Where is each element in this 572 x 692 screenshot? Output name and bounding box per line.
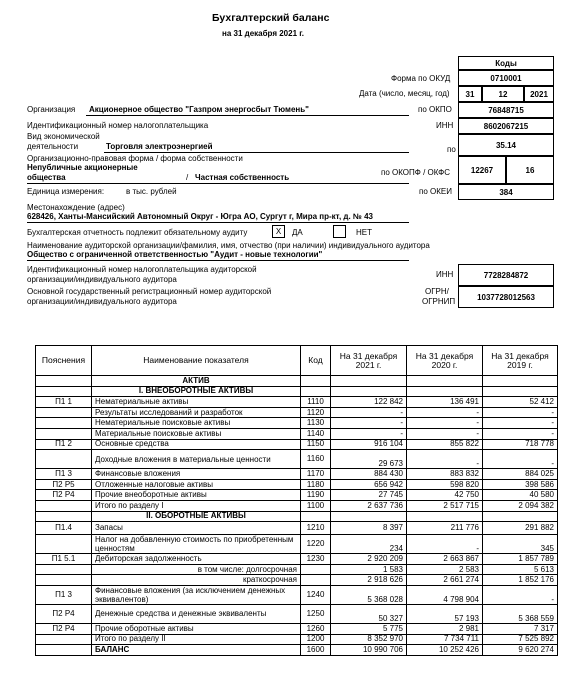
okpo-code: 76848715 <box>458 102 554 118</box>
value-2021-cell: 656 942 <box>331 479 407 490</box>
value-2021-cell: 5 368 028 <box>331 585 407 604</box>
codes-header: Коды <box>458 56 554 70</box>
opf-value-1: Непубличные акционерные <box>27 163 138 172</box>
table-row <box>36 376 558 387</box>
name-cell: Дебиторская задолженность <box>92 554 301 565</box>
value-2021-cell: 8 397 <box>331 522 407 535</box>
value-2020-cell: - <box>407 428 483 439</box>
value-2020-cell: 10 252 426 <box>407 645 483 656</box>
table-row <box>36 407 558 418</box>
notes-cell <box>36 376 92 387</box>
code-cell: 1150 <box>301 439 331 450</box>
value-2021-cell: - <box>331 418 407 429</box>
table-row <box>36 490 558 501</box>
okei-label: по ОКЕИ <box>419 187 452 196</box>
code-cell: 1230 <box>301 554 331 565</box>
value-2021-cell: - <box>331 407 407 418</box>
value-2019-cell: 345 <box>483 535 558 554</box>
code-cell <box>301 376 331 387</box>
notes-cell: П1 1 <box>36 397 92 408</box>
inn-code: 8602067215 <box>458 118 554 134</box>
okopf-label: по ОКОПФ / ОКФС <box>381 168 450 177</box>
value-2020-cell: 2 663 867 <box>407 554 483 565</box>
value-2021-cell: 2 920 209 <box>331 554 407 565</box>
audit-yes-label: ДА <box>292 228 303 237</box>
name-cell: I. ВНЕОБОРОТНЫЕ АКТИВЫ <box>92 386 301 397</box>
unit-value: в тыс. рублей <box>126 187 177 196</box>
value-2020-cell: 855 822 <box>407 439 483 450</box>
ogrn-label-1: ОГРН/ <box>425 287 449 296</box>
notes-cell <box>36 418 92 429</box>
value-2020-cell <box>407 376 483 387</box>
date-label: Дата (число, месяц, год) <box>359 89 450 98</box>
name-cell: Итого по разделу II <box>92 634 301 645</box>
value-2021-cell: 2 637 736 <box>331 500 407 511</box>
value-2021-cell: 5 775 <box>331 623 407 634</box>
audit-no-label: НЕТ <box>356 228 372 237</box>
notes-cell <box>36 386 92 397</box>
notes-cell: П1.4 <box>36 522 92 535</box>
col-header-indicator: Наименование показателя <box>92 346 301 376</box>
value-2019-cell: 1 857 789 <box>483 554 558 565</box>
code-cell: 1180 <box>301 479 331 490</box>
notes-cell <box>36 511 92 522</box>
opf-underline <box>27 183 409 184</box>
value-2019-cell: 884 025 <box>483 469 558 480</box>
notes-cell <box>36 428 92 439</box>
value-2019-cell: - <box>483 428 558 439</box>
name-cell: Налог на добавленную стоимость по приобретенным ценностям <box>92 535 301 554</box>
code-cell: 1100 <box>301 500 331 511</box>
value-2019-cell: 52 412 <box>483 397 558 408</box>
table-row <box>36 418 558 429</box>
value-2021-cell <box>331 386 407 397</box>
name-cell: Финансовые вложения (за исключением денежных эквивалентов) <box>92 585 301 604</box>
value-2020-cell: 2 583 <box>407 564 483 575</box>
value-2021-cell: 916 104 <box>331 439 407 450</box>
value-2020-cell: 57 193 <box>407 604 483 623</box>
auditor-label: Наименование аудиторской организации/фамилия, имя, отчество (при наличии) индивидуального аудитора <box>27 241 430 250</box>
value-2021-cell: 50 327 <box>331 604 407 623</box>
value-2020-cell: 211 776 <box>407 522 483 535</box>
notes-cell: П2 Р4 <box>36 490 92 501</box>
name-cell: II. ОБОРОТНЫЕ АКТИВЫ <box>92 511 301 522</box>
notes-cell: П2 Р4 <box>36 623 92 634</box>
name-cell: Прочие оборотные активы <box>92 623 301 634</box>
okved-label: по <box>447 145 456 154</box>
notes-cell <box>36 564 92 575</box>
value-2021-cell: 8 352 970 <box>331 634 407 645</box>
table-row <box>36 645 558 656</box>
okei-code: 384 <box>458 184 554 200</box>
table-row <box>36 439 558 450</box>
table-row <box>36 585 558 604</box>
code-cell <box>301 564 331 575</box>
code-cell: 1140 <box>301 428 331 439</box>
value-2019-cell: - <box>483 450 558 469</box>
value-2019-cell: 5 368 559 <box>483 604 558 623</box>
activity-label-2: деятельности <box>27 142 79 151</box>
table-row <box>36 397 558 408</box>
name-cell: Итого по разделу I <box>92 500 301 511</box>
value-2019-cell: 9 620 274 <box>483 645 558 656</box>
auditor-inn-text-2: организации/индивидуального аудитора <box>27 275 177 284</box>
opf-label: Организационно-правовая форма / форма собственности <box>27 154 243 163</box>
code-cell: 1130 <box>301 418 331 429</box>
table-row <box>36 500 558 511</box>
name-cell: Нематериальные поисковые активы <box>92 418 301 429</box>
notes-cell: П1 3 <box>36 469 92 480</box>
code-cell: 1120 <box>301 407 331 418</box>
value-2020-cell: - <box>407 450 483 469</box>
value-2019-cell: 1 852 176 <box>483 575 558 586</box>
value-2021-cell: 10 990 706 <box>331 645 407 656</box>
auditor-ogrn-text-2: организации/индивидуального аудитора <box>27 297 177 306</box>
code-cell: 1250 <box>301 604 331 623</box>
audit-no-checkbox[interactable] <box>333 225 346 238</box>
value-2021-cell: 884 430 <box>331 469 407 480</box>
table-row <box>36 604 558 623</box>
activity-underline <box>104 152 409 153</box>
table-row <box>36 511 558 522</box>
okopf-code: 12267 <box>458 156 506 184</box>
notes-cell: П1 5.1 <box>36 554 92 565</box>
value-2020-cell: 883 832 <box>407 469 483 480</box>
value-2019-cell <box>483 511 558 522</box>
org-name: Акционерное общество "Газпром энергосбыт Тюмень" <box>89 105 309 114</box>
opf-separator: / <box>186 173 189 182</box>
auditor-ogrn-text-1: Основной государственный регистрационный номер аудиторской <box>27 287 272 296</box>
value-2021-cell <box>331 511 407 522</box>
value-2019-cell: 5 613 <box>483 564 558 575</box>
unit-label: Единица измерения: <box>27 187 105 196</box>
value-2020-cell <box>407 386 483 397</box>
code-cell: 1200 <box>301 634 331 645</box>
notes-cell <box>36 645 92 656</box>
value-2019-cell: 40 580 <box>483 490 558 501</box>
table-row <box>36 634 558 645</box>
date-year: 2021 <box>524 86 554 102</box>
table-row <box>36 450 558 469</box>
name-cell: Прочие внеоборотные активы <box>92 490 301 501</box>
address-value: 628426, Ханты-Мансийский Автономный Округ - Югра АО, Сургут г, Мира пр-кт, д. № 43 <box>27 212 373 221</box>
value-2019-cell: 2 094 382 <box>483 500 558 511</box>
value-2021-cell: 1 583 <box>331 564 407 575</box>
value-2021-cell: 27 745 <box>331 490 407 501</box>
value-2020-cell: 2 661 274 <box>407 575 483 586</box>
name-cell: Доходные вложения в материальные ценности <box>92 450 301 469</box>
notes-cell <box>36 535 92 554</box>
value-2020-cell: 598 820 <box>407 479 483 490</box>
col-header-2020: На 31 декабря 2020 г. <box>407 346 483 376</box>
okpo-label: по ОКПО <box>418 105 452 114</box>
code-cell: 1110 <box>301 397 331 408</box>
name-cell: Финансовые вложения <box>92 469 301 480</box>
value-2019-cell: 398 586 <box>483 479 558 490</box>
notes-cell <box>36 575 92 586</box>
value-2020-cell: 4 798 904 <box>407 585 483 604</box>
value-2020-cell <box>407 511 483 522</box>
table-row <box>36 623 558 634</box>
activity-label-1: Вид экономической <box>27 132 100 141</box>
date-day: 31 <box>458 86 482 102</box>
table-row <box>36 386 558 397</box>
notes-cell: П2 Р4 <box>36 604 92 623</box>
value-2019-cell: 7 317 <box>483 623 558 634</box>
value-2019-cell <box>483 376 558 387</box>
value-2021-cell: 29 673 <box>331 450 407 469</box>
table-row <box>36 535 558 554</box>
code-cell <box>301 511 331 522</box>
value-2020-cell: - <box>407 418 483 429</box>
auditor-inn-label: ИНН <box>436 270 454 279</box>
okved-code: 35.14 <box>458 134 554 156</box>
table-row <box>36 575 558 586</box>
inn-text: Идентификационный номер налогоплательщика <box>27 121 209 130</box>
col-header-notes: Пояснения <box>36 346 92 376</box>
table-header-row <box>36 346 558 376</box>
ownership-value: Частная собственность <box>195 173 290 182</box>
table-row <box>36 479 558 490</box>
name-cell: Результаты исследований и разработок <box>92 407 301 418</box>
date-month: 12 <box>482 86 524 102</box>
ogrn-label-2: ОГРНИП <box>422 297 456 306</box>
col-header-code: Код <box>301 346 331 376</box>
code-cell: 1190 <box>301 490 331 501</box>
value-2021-cell: - <box>331 428 407 439</box>
doc-date: на 31 декабря 2021 г. <box>222 29 304 38</box>
code-cell <box>301 575 331 586</box>
opf-value-2: общества <box>27 173 66 182</box>
activity-value: Торговля электроэнергией <box>106 142 213 151</box>
code-cell: 1600 <box>301 645 331 656</box>
address-label: Местонахождение (адрес) <box>27 203 125 212</box>
code-cell: 1260 <box>301 623 331 634</box>
notes-cell: П1 3 <box>36 585 92 604</box>
value-2020-cell: 7 734 711 <box>407 634 483 645</box>
table-row <box>36 522 558 535</box>
audit-yes-checkbox[interactable]: X <box>272 225 285 238</box>
code-cell: 1220 <box>301 535 331 554</box>
notes-cell <box>36 634 92 645</box>
col-header-2019: На 31 декабря 2019 г. <box>483 346 558 376</box>
value-2019-cell: - <box>483 585 558 604</box>
auditor-underline <box>27 260 409 261</box>
balance-table <box>35 345 558 656</box>
value-2019-cell: 7 525 892 <box>483 634 558 645</box>
table-row <box>36 564 558 575</box>
auditor-inn-text-1: Идентификационный номер налогоплательщика аудиторской <box>27 265 257 274</box>
value-2020-cell: 42 750 <box>407 490 483 501</box>
value-2019-cell: - <box>483 418 558 429</box>
value-2020-cell: - <box>407 535 483 554</box>
value-2020-cell: 2 517 715 <box>407 500 483 511</box>
value-2020-cell: 2 981 <box>407 623 483 634</box>
code-cell: 1170 <box>301 469 331 480</box>
table-row <box>36 428 558 439</box>
table-row <box>36 554 558 565</box>
doc-title: Бухгалтерский баланс <box>212 12 330 24</box>
name-cell: Основные средства <box>92 439 301 450</box>
okud-code: 0710001 <box>458 70 554 86</box>
notes-cell: П2 Р5 <box>36 479 92 490</box>
col-header-2021: На 31 декабря 2021 г. <box>331 346 407 376</box>
value-2020-cell: 136 491 <box>407 397 483 408</box>
auditor-inn-code: 7728284872 <box>458 264 554 286</box>
name-cell: Отложенные налоговые активы <box>92 479 301 490</box>
org-underline <box>86 115 409 116</box>
notes-cell: П1 2 <box>36 439 92 450</box>
name-cell: Денежные средства и денежные эквиваленты <box>92 604 301 623</box>
okfs-code: 16 <box>506 156 554 184</box>
org-label: Организация <box>27 105 76 114</box>
okud-label: Форма по ОКУД <box>391 74 451 83</box>
code-cell: 1240 <box>301 585 331 604</box>
notes-cell <box>36 450 92 469</box>
name-cell: БАЛАНС <box>92 645 301 656</box>
notes-cell <box>36 500 92 511</box>
auditor-ogrn-code: 1037728012563 <box>458 286 554 308</box>
table-row <box>36 469 558 480</box>
auditor-name: Общество с ограниченной ответственностью "Аудит - новые технологии" <box>27 250 323 259</box>
value-2021-cell: 234 <box>331 535 407 554</box>
name-cell: в том числе: долгосрочная <box>92 564 301 575</box>
value-2020-cell: - <box>407 407 483 418</box>
audit-question: Бухгалтерская отчетность подлежит обязательному аудиту <box>27 228 248 237</box>
address-underline <box>27 222 409 223</box>
inn-label: ИНН <box>436 121 454 130</box>
value-2021-cell: 2 918 626 <box>331 575 407 586</box>
value-2019-cell <box>483 386 558 397</box>
value-2019-cell: 291 882 <box>483 522 558 535</box>
name-cell: Запасы <box>92 522 301 535</box>
name-cell: Нематериальные активы <box>92 397 301 408</box>
notes-cell <box>36 407 92 418</box>
value-2019-cell: - <box>483 407 558 418</box>
name-cell: краткосрочная <box>92 575 301 586</box>
code-cell: 1210 <box>301 522 331 535</box>
value-2019-cell: 718 778 <box>483 439 558 450</box>
name-cell: Материальные поисковые активы <box>92 428 301 439</box>
value-2021-cell: 122 842 <box>331 397 407 408</box>
name-cell: АКТИВ <box>92 376 301 387</box>
value-2021-cell <box>331 376 407 387</box>
code-cell <box>301 386 331 397</box>
code-cell: 1160 <box>301 450 331 469</box>
